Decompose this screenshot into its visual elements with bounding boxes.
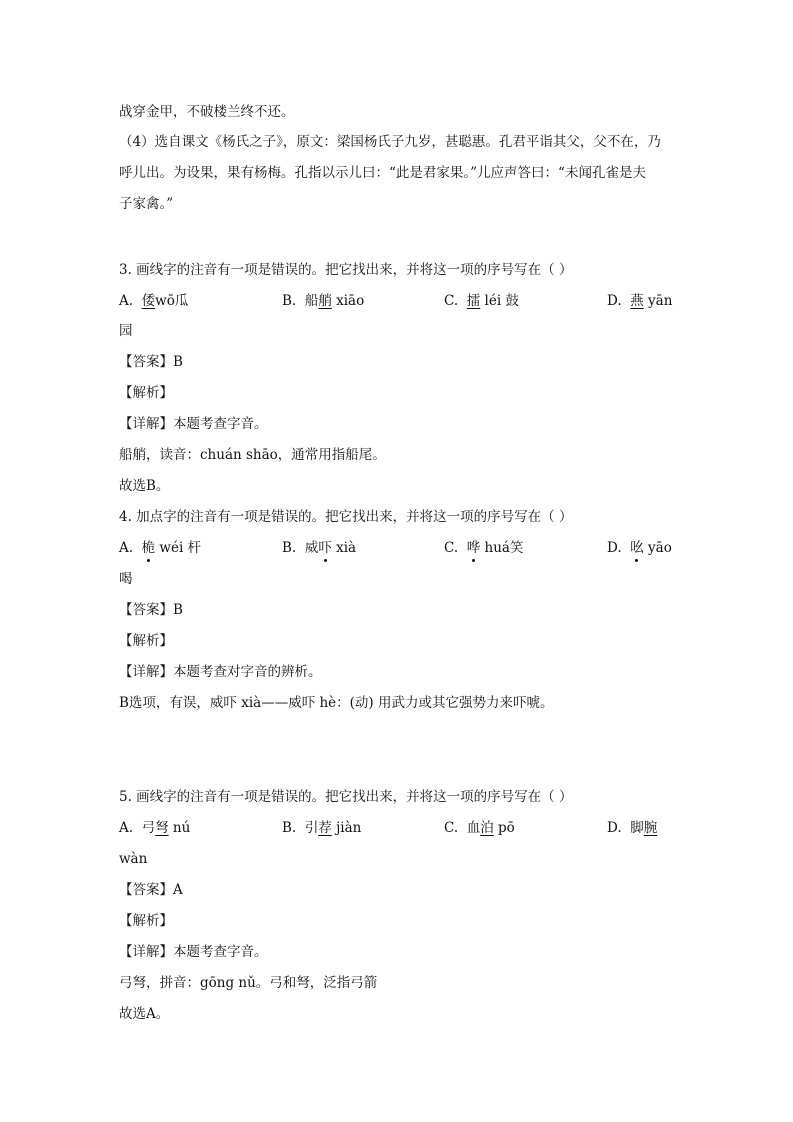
option-letter: A. <box>119 293 134 309</box>
q3-option-b <box>282 292 364 310</box>
underlined-char: 腕 <box>643 820 658 836</box>
q5-option-b <box>282 819 361 837</box>
q3-explanation: 船艄，读音：chuán shāo，通常用指船尾。 <box>119 447 386 463</box>
q4-option-wrap: 喝 <box>119 571 133 587</box>
q4-option-a <box>119 539 201 557</box>
option-letter: C. <box>444 293 459 309</box>
q5-option-a <box>119 819 190 837</box>
q4-answer: 【答案】B <box>119 602 183 618</box>
option-letter: B. <box>282 293 297 309</box>
option-char: 引 <box>304 820 319 836</box>
underlined-char: 擂 <box>466 293 481 309</box>
q3-analysis-heading: 【解析】 <box>119 385 173 401</box>
q5-stem: 5. 画线字的注音有一项是错误的。把它找出来，并将这一项的序号写在（ ） <box>119 789 573 805</box>
intro-line-1: 战穿金甲，不破楼兰终不还。 <box>119 104 295 120</box>
q5-analysis-heading: 【解析】 <box>119 913 173 929</box>
option-letter: C. <box>444 540 459 556</box>
q4-analysis-heading: 【解析】 <box>119 633 173 649</box>
underlined-char: 艄 <box>318 293 332 309</box>
option-letter: C. <box>444 820 459 836</box>
option-pinyin: pō <box>493 820 515 836</box>
q3-detail: 【详解】本题考查字音。 <box>119 416 268 432</box>
underlined-char: 弩 <box>155 820 169 836</box>
q5-option-c <box>444 819 515 837</box>
option-pinyin: huá笑 <box>480 540 524 556</box>
option-pinyin: nú <box>168 820 191 836</box>
q3-option-wrap: 园 <box>119 323 133 339</box>
option-letter: D. <box>607 540 622 556</box>
underlined-char: 燕 <box>630 293 644 309</box>
q4-detail: 【详解】本题考查对字音的辨析。 <box>119 664 322 680</box>
option-pinyin: jiàn <box>331 820 362 836</box>
option-pinyin: xiāo <box>331 293 365 309</box>
option-pinyin: yāo <box>643 540 672 556</box>
option-letter: A. <box>119 540 134 556</box>
intro-line-3: 呼儿出。为设果，果有杨梅。孔指以示儿曰：“此是君家果。”儿应声答曰：“未闻孔雀是夫 <box>119 165 646 181</box>
intro-line-2: （4）选自课文《杨氏之子》，原文：梁国杨氏子九岁，甚聪惠。孔君平诣其父，父不在，乃 <box>119 134 661 150</box>
option-pinyin: wō瓜 <box>155 293 189 309</box>
q5-conclusion: 故选A。 <box>119 1006 170 1022</box>
q5-detail: 【详解】本题考查字音。 <box>119 944 268 960</box>
option-char: 血 <box>466 820 481 836</box>
q4-stem: 4. 加点字的注音有一项是错误的。把它找出来，并将这一项的序号写在（ ） <box>119 509 573 525</box>
q4-option-d <box>607 539 672 557</box>
underlined-char: 倭 <box>141 293 156 309</box>
option-pinyin: xià <box>331 540 357 556</box>
q3-option-a <box>119 292 188 310</box>
q3-conclusion: 故选B。 <box>119 478 170 494</box>
q5-explanation: 弓弩，拼音：gōng nǔ。弓和弩，泛指弓箭 <box>119 975 378 991</box>
q4-option-b <box>282 539 356 557</box>
option-char: 船 <box>304 293 319 309</box>
dotted-char: 哗 <box>466 540 481 556</box>
q3-option-d <box>607 292 672 310</box>
underlined-char: 荐 <box>318 820 332 836</box>
q5-option-wrap: wàn <box>119 851 148 867</box>
q4-explanation: B选项，有误，威吓 xià——威吓 hè：(动) 用武力或其它强势力来吓唬。 <box>119 695 554 711</box>
q3-option-c <box>444 292 519 310</box>
option-letter: A. <box>119 820 134 836</box>
dotted-char: 吆 <box>630 540 644 556</box>
option-letter: B. <box>282 540 297 556</box>
dotted-char: 桅 <box>141 540 156 556</box>
option-char: 威 <box>304 540 319 556</box>
option-letter: B. <box>282 820 297 836</box>
option-letter: D. <box>607 293 622 309</box>
q5-answer: 【答案】A <box>119 882 183 898</box>
q3-stem: 3. 画线字的注音有一项是错误的。把它找出来，并将这一项的序号写在（ ） <box>119 262 573 278</box>
option-pinyin: yān <box>643 293 673 309</box>
q5-option-d <box>607 819 657 837</box>
q3-answer: 【答案】B <box>119 354 183 370</box>
option-pinyin: wéi 杆 <box>155 540 202 556</box>
option-char: 脚 <box>630 820 644 836</box>
option-char: 弓 <box>141 820 156 836</box>
option-pinyin: léi 鼓 <box>480 293 519 309</box>
dotted-char: 吓 <box>318 540 332 556</box>
option-letter: D. <box>607 820 622 836</box>
underlined-char: 泊 <box>480 820 494 836</box>
q4-option-c <box>444 539 523 557</box>
intro-line-4: 子家禽。” <box>119 196 174 212</box>
